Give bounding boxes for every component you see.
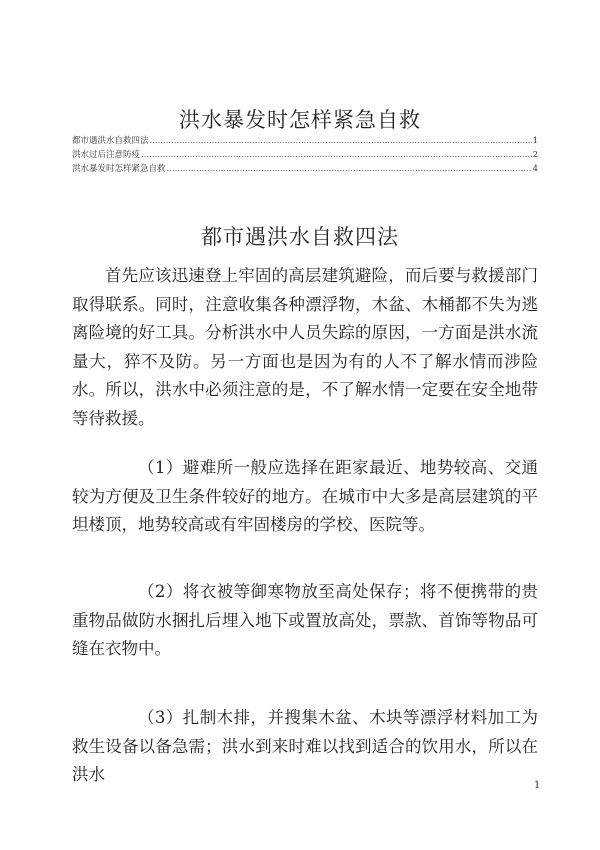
section-heading: 都市遇洪水自救四法 <box>201 225 399 249</box>
toc-entry[interactable] <box>72 162 538 176</box>
toc-entry-title: 洪水过后注意防疫 <box>72 150 141 160</box>
body-paragraph: （1）避难所一般应选择在距家最近、地势较高、交通较为方便及卫生条件较好的地方。在城市中大多是高层建筑的平坦楼顶，地势较高或有牢固楼房的学校、医院等。 <box>72 458 538 534</box>
toc-entry-page: 4 <box>532 164 538 174</box>
toc-entry-page: 2 <box>532 150 538 160</box>
table-of-contents <box>72 134 538 176</box>
body-paragraph: 首先应该迅速登上牢固的高层建筑避险，而后要与救援部门取得联系。同时，注意收集各种漂浮物，木盆、木桶都不失为逃离险境的好工具。分析洪水中人员失踪的原因，一方面是洪水流量大，猝不及防。另一方面也是因为有的人不了解水情而涉险 水。所以，洪水中必须注意的是，不了解水情一定要在安全地带等待救援。 <box>72 266 555 428</box>
toc-leader-dots <box>141 148 532 162</box>
toc-entry[interactable] <box>72 134 538 148</box>
toc-entry-title: 洪水暴发时怎样紧急自救 <box>72 164 166 174</box>
body-paragraph: （2）将衣被等御寒物放至高处保存；将不便携带的贵重物品做防水捆扎后埋入地下或置放高处，票款、首饰等物品可缝在衣物中。 <box>72 582 538 658</box>
page-number: 1 <box>534 780 541 791</box>
toc-entry[interactable] <box>72 148 538 162</box>
toc-leader-dots <box>167 162 532 176</box>
document-title: 洪水暴发时怎样紧急自救 <box>179 108 421 132</box>
body-paragraph: （3）扎制木排，并搜集木盆、木块等漂浮材料加工为救生设备以备急需；洪水到来时难以找到适合的饮用水，所以在洪水 <box>72 708 538 784</box>
toc-leader-dots <box>150 134 532 148</box>
toc-entry-title: 都市遇洪水自救四法 <box>72 136 149 146</box>
toc-entry-page: 1 <box>532 136 538 146</box>
